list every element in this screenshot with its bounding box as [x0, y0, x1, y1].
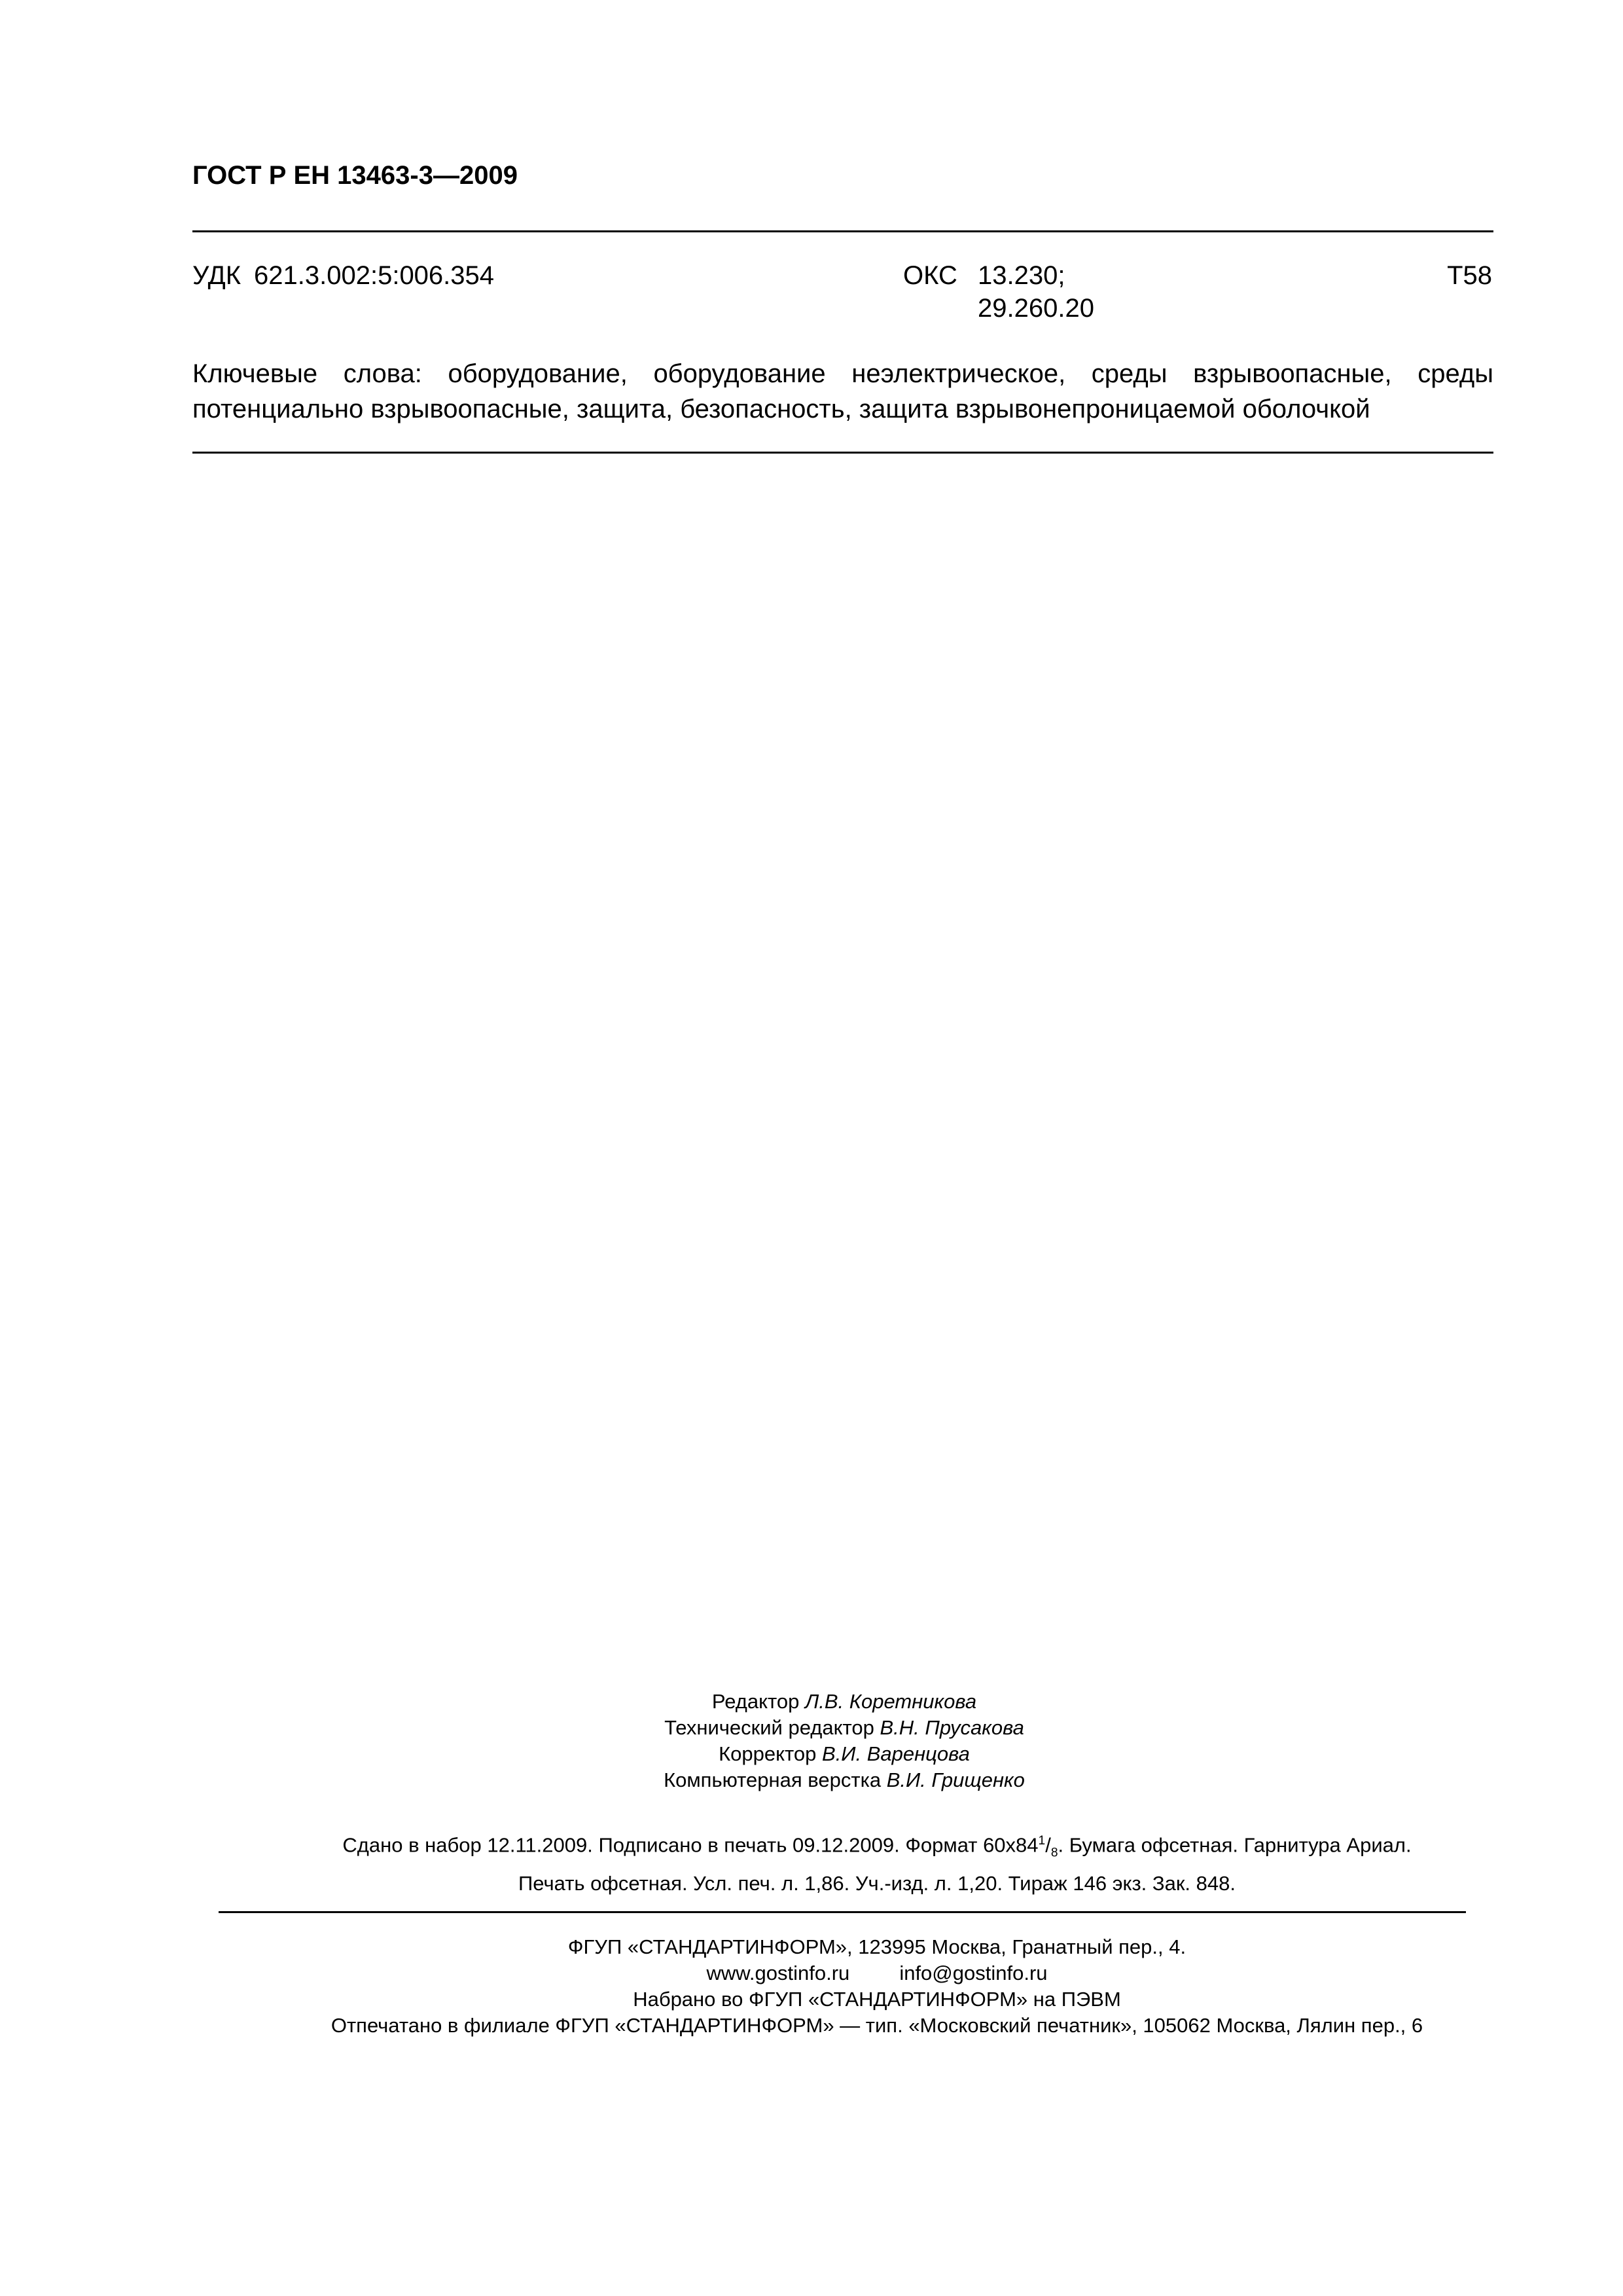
credit-editor: Редактор Л.В. Коретникова: [711, 1690, 977, 1713]
keywords: Ключевые слова: оборудование, оборудование неэлектрическое, среды взрывоопасные, среды потенциально взрывоопасные, защита, безопасность, защита взрывонепроницаемой оболочкой: [192, 359, 1493, 423]
keywords-divider: [192, 452, 1493, 454]
publisher-email[interactable]: info@gostinfo.ru: [899, 1962, 1048, 1984]
credit-proofreader: Корректор В.И. Варенцова: [719, 1742, 970, 1765]
top-divider: [192, 230, 1493, 232]
publisher-block: [196, 1934, 1558, 2039]
publisher-address: ФГУП «СТАНДАРТИНФОРМ», 123995 Москва, Гранатный пер., 4.: [567, 1935, 1186, 1958]
typeset-note: Набрано во ФГУП «СТАНДАРТИНФОРМ» на ПЭВМ: [633, 1988, 1121, 2011]
udk-classification: [192, 259, 494, 292]
credit-tech-editor: Технический редактор В.Н. Прусакова: [664, 1716, 1024, 1739]
oks-code: 13.230;: [977, 261, 1065, 290]
oks-codes: [978, 259, 1094, 325]
printed-note: Отпечатано в филиале ФГУП «СТАНДАРТИНФОРМ» — тип. «Московский печатник», 105062 Москва, Лялин пер., 6: [330, 2014, 1423, 2037]
print-info-line-1: Сдано в набор 12.11.2009. Подписано в печать 09.12.2009. Формат $60x84^1/_8$. Бумага офсетная. Гарнитура Ариал.: [342, 1833, 1412, 1860]
publisher-website[interactable]: www.gostinfo.ru: [706, 1962, 850, 1984]
udk-label: УДК: [192, 261, 241, 290]
oks-code: 29.260.20: [977, 294, 1094, 323]
credit-layout: Компьютерная верстка В.И. Грищенко: [664, 1768, 1025, 1791]
bottom-divider: [219, 1911, 1466, 1913]
udk-value: 621.3.002:5:006.354: [254, 261, 495, 290]
print-info-line-2: Печать офсетная. Усл. печ. л. 1,86. Уч.-изд. л. 1,20. Тираж 146 экз. Зак. 848.: [518, 1871, 1236, 1895]
standard-id: ГОСТ Р ЕН 13463-3—2009: [192, 161, 518, 190]
credits-block: [0, 1689, 1623, 1793]
publisher-contacts: [196, 1960, 1558, 1986]
oks-classification: [903, 259, 1094, 325]
t-code: Т58: [1447, 261, 1492, 290]
oks-label: ОКС: [903, 261, 957, 290]
print-info: [196, 1826, 1558, 1899]
